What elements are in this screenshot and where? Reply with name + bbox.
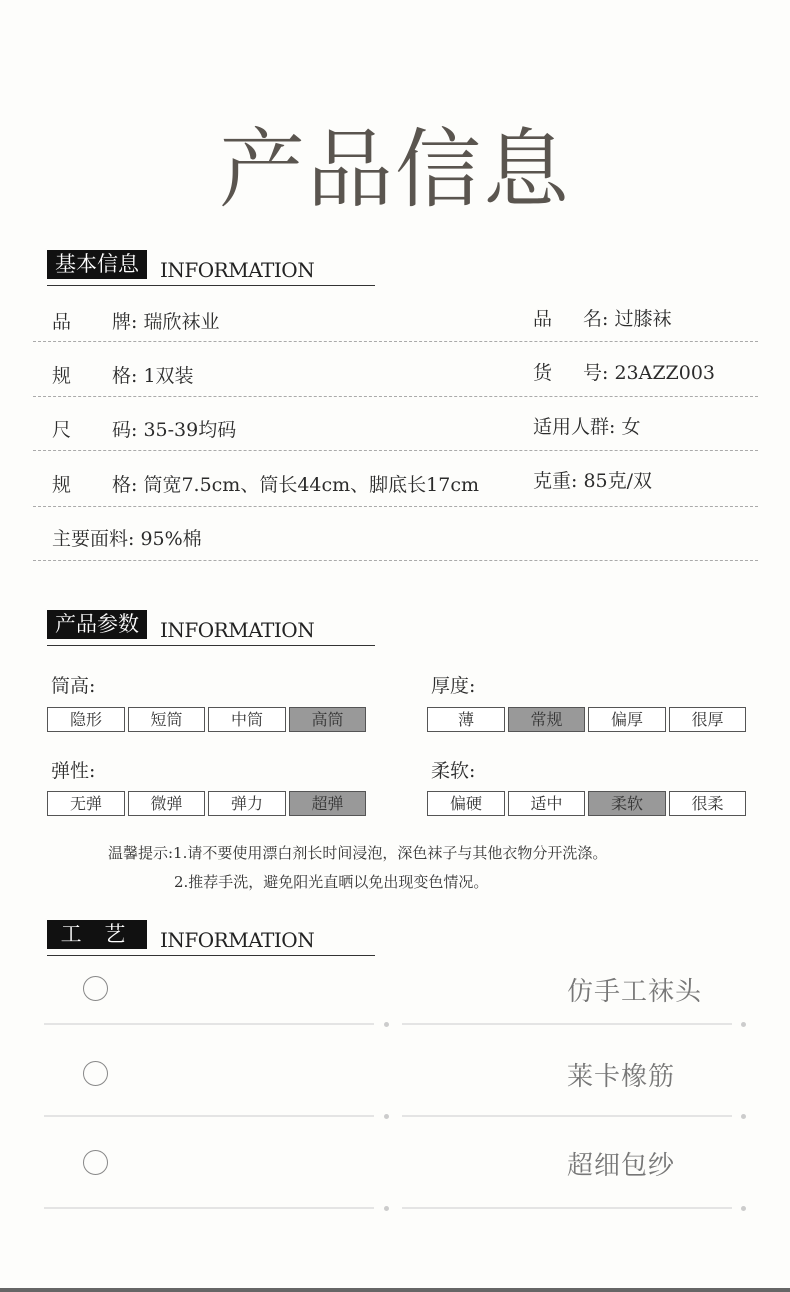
- opt-height-3: 高筒: [289, 707, 366, 732]
- page-title: 产品信息: [219, 120, 571, 220]
- craft-item-3: 超细包纱: [567, 1151, 676, 1181]
- info-material: [52, 524, 202, 551]
- param-label-thickness: 厚度:: [431, 675, 476, 697]
- info-spec1-k2: 格:: [112, 365, 138, 387]
- opt-thickness-2: 偏厚: [588, 707, 666, 732]
- craft-divider: [44, 1207, 374, 1209]
- dot-icon: [384, 1114, 389, 1119]
- dot-icon: [384, 1022, 389, 1027]
- info-weight: [533, 466, 652, 493]
- info-brand: [52, 307, 219, 334]
- section-tag-craft: 工 艺: [47, 920, 147, 949]
- info-sku: [533, 358, 715, 385]
- info-spec2: [52, 470, 479, 497]
- info-name-value: 过膝袜: [614, 308, 672, 330]
- info-material-key: 主要面料:: [52, 528, 135, 550]
- dot-icon: [741, 1022, 746, 1027]
- info-weight-key: 克重:: [533, 470, 578, 492]
- section-tag-params: 产品参数: [47, 610, 147, 639]
- info-crowd-key: 适用人群:: [533, 416, 616, 438]
- info-material-value: 95%棉: [140, 528, 202, 550]
- craft-divider: [402, 1115, 732, 1117]
- craft-item-1: 仿手工袜头: [567, 977, 703, 1007]
- param-label-height: 筒高:: [51, 675, 96, 697]
- info-brand-k2: 牌:: [112, 311, 138, 333]
- info-weight-value: 85克/双: [583, 470, 653, 492]
- opt-height-2: 中筒: [208, 707, 286, 732]
- info-brand-value: 瑞欣袜业: [143, 311, 220, 333]
- info-spec2-value: 筒宽7.5cm、筒长44cm、脚底长17cm: [143, 474, 479, 496]
- info-name: [533, 304, 671, 331]
- craft-divider: [402, 1023, 732, 1025]
- info-crowd-value: 女: [621, 416, 641, 438]
- info-sku-value: 23AZZ003: [614, 362, 716, 384]
- tip-line-1: 温馨提示:1.请不要使用漂白剂长时间浸泡，深色袜子与其他衣物分开洗涤。: [108, 844, 608, 862]
- info-size: [52, 415, 236, 442]
- section-header-basic: [47, 250, 375, 286]
- info-spec1-k1: 规: [52, 365, 72, 387]
- info-spec2-k1: 规: [52, 474, 72, 496]
- info-brand-k1: 品: [52, 311, 72, 333]
- section-en-basic: INFORMATION: [160, 258, 315, 282]
- opt-softness-3: 很柔: [669, 791, 746, 816]
- opt-height-0: 隐形: [47, 707, 125, 732]
- tip-line-2: 2.推荐手洗，避免阳光直晒以免出现变色情况。: [174, 873, 489, 891]
- opt-elastic-1: 微弹: [128, 791, 205, 816]
- info-spec2-k2: 格:: [112, 474, 138, 496]
- info-size-k2: 码:: [112, 419, 138, 441]
- param-label-softness: 柔软:: [431, 760, 476, 782]
- craft-divider: [44, 1023, 374, 1025]
- dot-icon: [384, 1206, 389, 1211]
- info-name-k2: 名:: [583, 308, 609, 330]
- opt-thickness-3: 很厚: [669, 707, 746, 732]
- craft-divider: [44, 1115, 374, 1117]
- dot-icon: [741, 1206, 746, 1211]
- circle-icon: [83, 1061, 108, 1086]
- craft-item-2: 莱卡橡筋: [567, 1062, 676, 1092]
- bottom-bar: [0, 1288, 790, 1292]
- section-en-craft: INFORMATION: [160, 928, 315, 952]
- section-header-craft: [47, 920, 375, 956]
- opt-elastic-0: 无弹: [47, 791, 125, 816]
- section-tag-basic: 基本信息: [47, 250, 147, 279]
- section-en-params: INFORMATION: [160, 618, 315, 642]
- info-sku-k1: 货: [533, 362, 553, 384]
- info-crowd: [533, 412, 640, 439]
- info-size-k1: 尺: [52, 419, 72, 441]
- info-name-k1: 品: [533, 308, 553, 330]
- info-size-value: 35-39均码: [143, 419, 237, 441]
- circle-icon: [83, 1150, 108, 1175]
- info-spec1-value: 1双装: [143, 365, 194, 387]
- opt-softness-1: 适中: [508, 791, 585, 816]
- info-sku-k2: 号:: [583, 362, 609, 384]
- circle-icon: [83, 976, 108, 1001]
- opt-elastic-3: 超弹: [289, 791, 366, 816]
- param-label-elastic: 弹性:: [51, 760, 96, 782]
- section-header-params: [47, 610, 375, 646]
- opt-softness-2: 柔软: [588, 791, 666, 816]
- info-spec1: [52, 361, 194, 388]
- dot-icon: [741, 1114, 746, 1119]
- opt-height-1: 短筒: [128, 707, 205, 732]
- opt-thickness-1: 常规: [508, 707, 585, 732]
- opt-thickness-0: 薄: [427, 707, 505, 732]
- craft-divider: [402, 1207, 732, 1209]
- opt-softness-0: 偏硬: [427, 791, 505, 816]
- opt-elastic-2: 弹力: [208, 791, 286, 816]
